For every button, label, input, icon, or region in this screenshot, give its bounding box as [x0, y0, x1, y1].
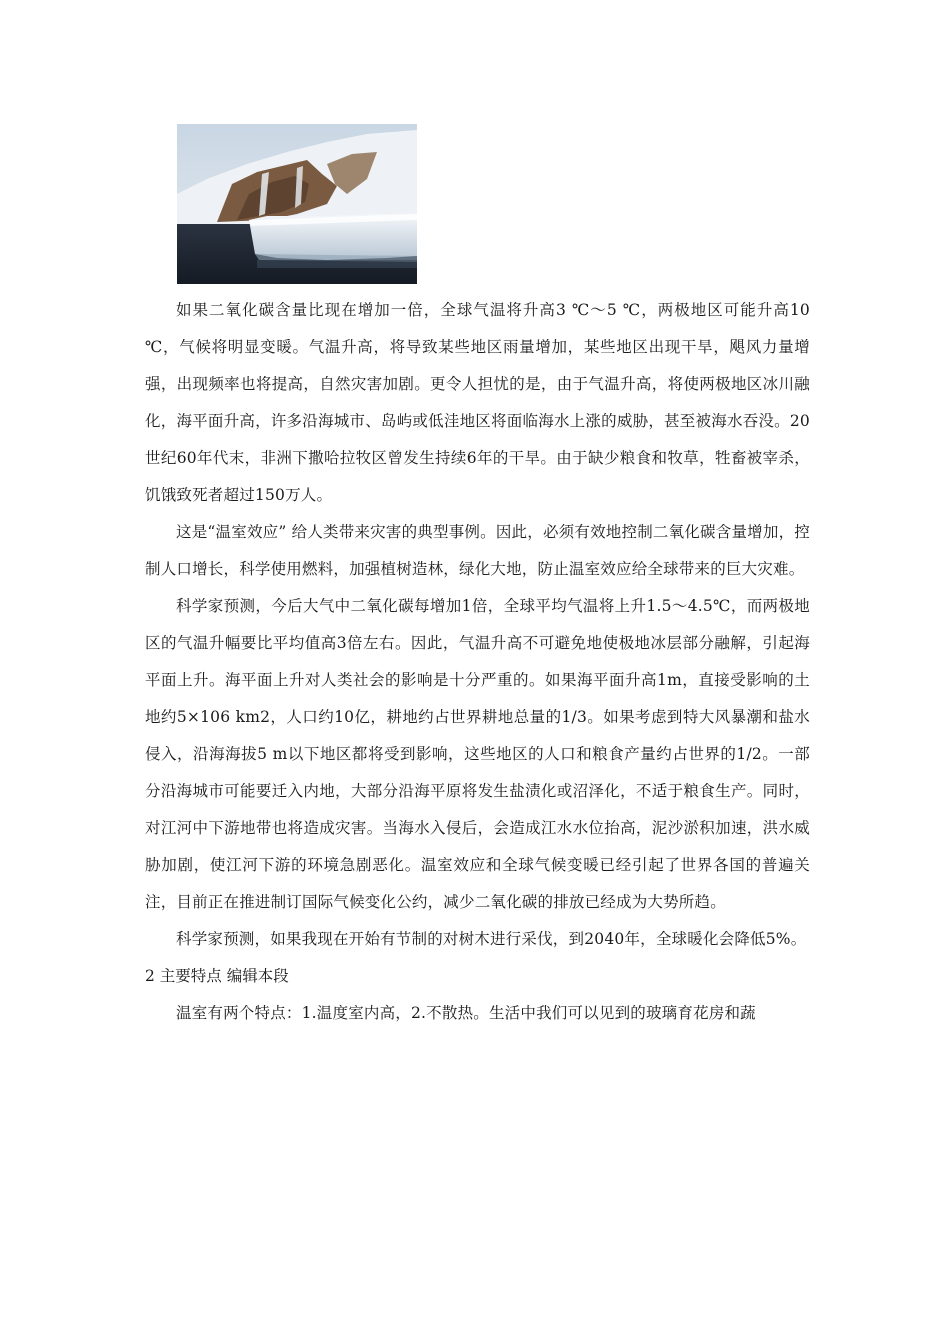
paragraph-3: 科学家预测，今后大气中二氧化碳每增加1倍，全球平均气温将上升1.5～4.5℃，而两极地区的气温升幅要比平均值高3倍左右。因此，气温升高不可避免地使极地冰层部分融解，引起海平面上升。海平面上升对人类社会的影响是十分严重的。如果海平面升高1m，直接受影响的土地约5×106 km2，人口约10亿，耕地约占世界耕地总量的1/3。如果考虑到特大风暴潮和盐水侵入，沿海海拔5 m以下地区都将受到影响，这些地区的人口和粮食产量约占世界的1/2。一部分沿海城市可能要迁入内地，大部分沿海平原将发生盐渍化或沼泽化，不适于粮食生产。同时，对江河中下游地带也将造成灾害。当海水入侵后，会造成江水水位抬高，泥沙淤积加速，洪水威胁加剧，使江河下游的环境急剧恶化。温室效应和全球气候变暖已经引起了世界各国的普遍关注，目前正在推进制订国际气候变化公约，减少二氧化碳的排放已经成为大势所趋。	[145, 597, 810, 911]
article-body	[145, 292, 810, 1032]
paragraph-2: 这是“温室效应” 给人类带来灾害的典型事例。因此，必须有效地控制二氧化碳含量增加，控制人口增长，科学使用燃料，加强植树造林，绿化大地，防止温室效应给全球带来的巨大灾难。	[145, 523, 810, 578]
iceberg-photo	[177, 124, 417, 284]
section-heading: 2 主要特点 编辑本段	[145, 967, 289, 985]
paragraph-1: 如果二氧化碳含量比现在增加一倍，全球气温将升高3 ℃～5 ℃，两极地区可能升高10 ℃，气候将明显变暖。气温升高，将导致某些地区雨量增加，某些地区出现干旱，飓风力量增强，出现频率也将提高，自然灾害加剧。更令人担忧的是，由于气温升高，将使两极地区冰川融化，海平面升高，许多沿海城市、岛屿或低洼地区将面临海水上涨的威胁，甚至被海水吞没。20世纪60年代末，非洲下撒哈拉牧区曾发生持续6年的干旱。由于缺少粮食和牧草，牲畜被宰杀，饥饿致死者超过150万人。	[145, 301, 810, 504]
paragraph-5: 温室有两个特点：1.温度室内高，2.不散热。生活中我们可以见到的玻璃育花房和蔬	[176, 1004, 756, 1022]
paragraph-4: 科学家预测，如果我现在开始有节制的对树木进行采伐，到2040年，全球暖化会降低5%。	[176, 930, 807, 948]
